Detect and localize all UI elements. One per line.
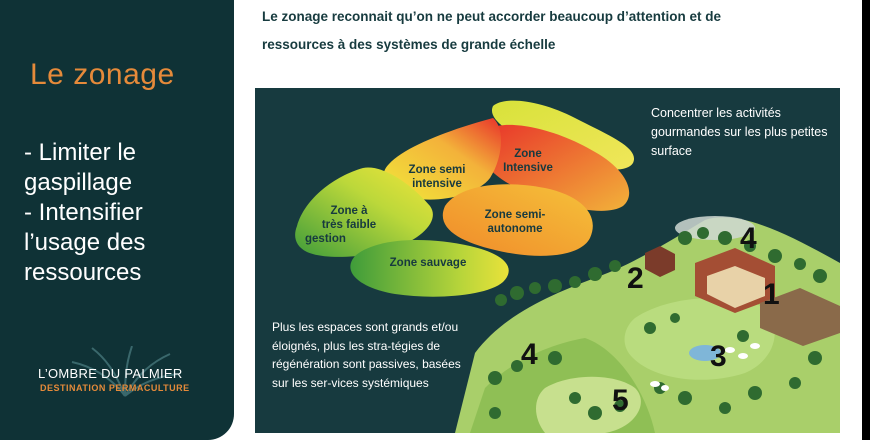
zone-number-3: 3 xyxy=(710,340,727,373)
headline xyxy=(262,3,822,59)
bullet-line: gaspillage xyxy=(24,169,133,196)
zone-label-line: Zone à xyxy=(330,205,368,217)
logo-name: L’OMBRE DU PALMIER xyxy=(38,366,183,381)
zone-number-5: 5 xyxy=(612,384,629,417)
slide-title: Le zonage xyxy=(30,58,175,91)
zone-label-line: Zone xyxy=(514,148,542,160)
bullet-list xyxy=(24,138,229,288)
caption-top: Concentrer les activités gourmandes sur les plus petites surface xyxy=(651,106,828,158)
headline-line: ressources à des systèmes de grande échelle xyxy=(262,37,556,52)
zone-number-2: 2 xyxy=(627,262,644,295)
zone-label-line: gestion xyxy=(305,233,346,245)
zone-number-4: 4 xyxy=(740,222,757,255)
zone-number-1: 1 xyxy=(763,278,780,311)
headline-line: Le zonage reconnait qu’on ne peut accorder beaucoup d’attention et de xyxy=(262,9,722,24)
zone-label-line: intensive xyxy=(412,178,462,190)
zoning-figure xyxy=(255,88,840,433)
zone-label-line: Zone semi- xyxy=(484,209,546,221)
zone-label-line: Intensive xyxy=(503,162,553,174)
bullet-line: - Intensifier xyxy=(24,199,143,226)
zone-semi-autonome-label xyxy=(465,208,565,236)
zone-semi-intensive-label xyxy=(392,163,482,191)
zone-intensive-label xyxy=(483,147,573,175)
zone-sauvage-label: Zone sauvage xyxy=(389,257,467,269)
sidebar xyxy=(0,0,234,440)
bullet-line: ressources xyxy=(24,259,142,286)
brand-logo xyxy=(30,350,220,402)
bullet-line: - Limiter le xyxy=(24,139,137,166)
zone-label-line: très faible xyxy=(321,219,377,231)
caption-bottom: Plus les espaces sont grands et/ou éloignés, plus les stra-tégies de régénération sont passives, basées sur les ser-vices systémiques xyxy=(272,320,461,390)
zone-label-line: autonome xyxy=(487,223,543,235)
zone-tres-faible-label xyxy=(299,204,399,246)
zone-label-line: Zone semi xyxy=(408,164,466,176)
logo-tagline: DESTINATION PERMACULTURE xyxy=(40,383,190,393)
bullet-line: l’usage des xyxy=(24,229,146,256)
zone-number-4: 4 xyxy=(521,338,538,371)
